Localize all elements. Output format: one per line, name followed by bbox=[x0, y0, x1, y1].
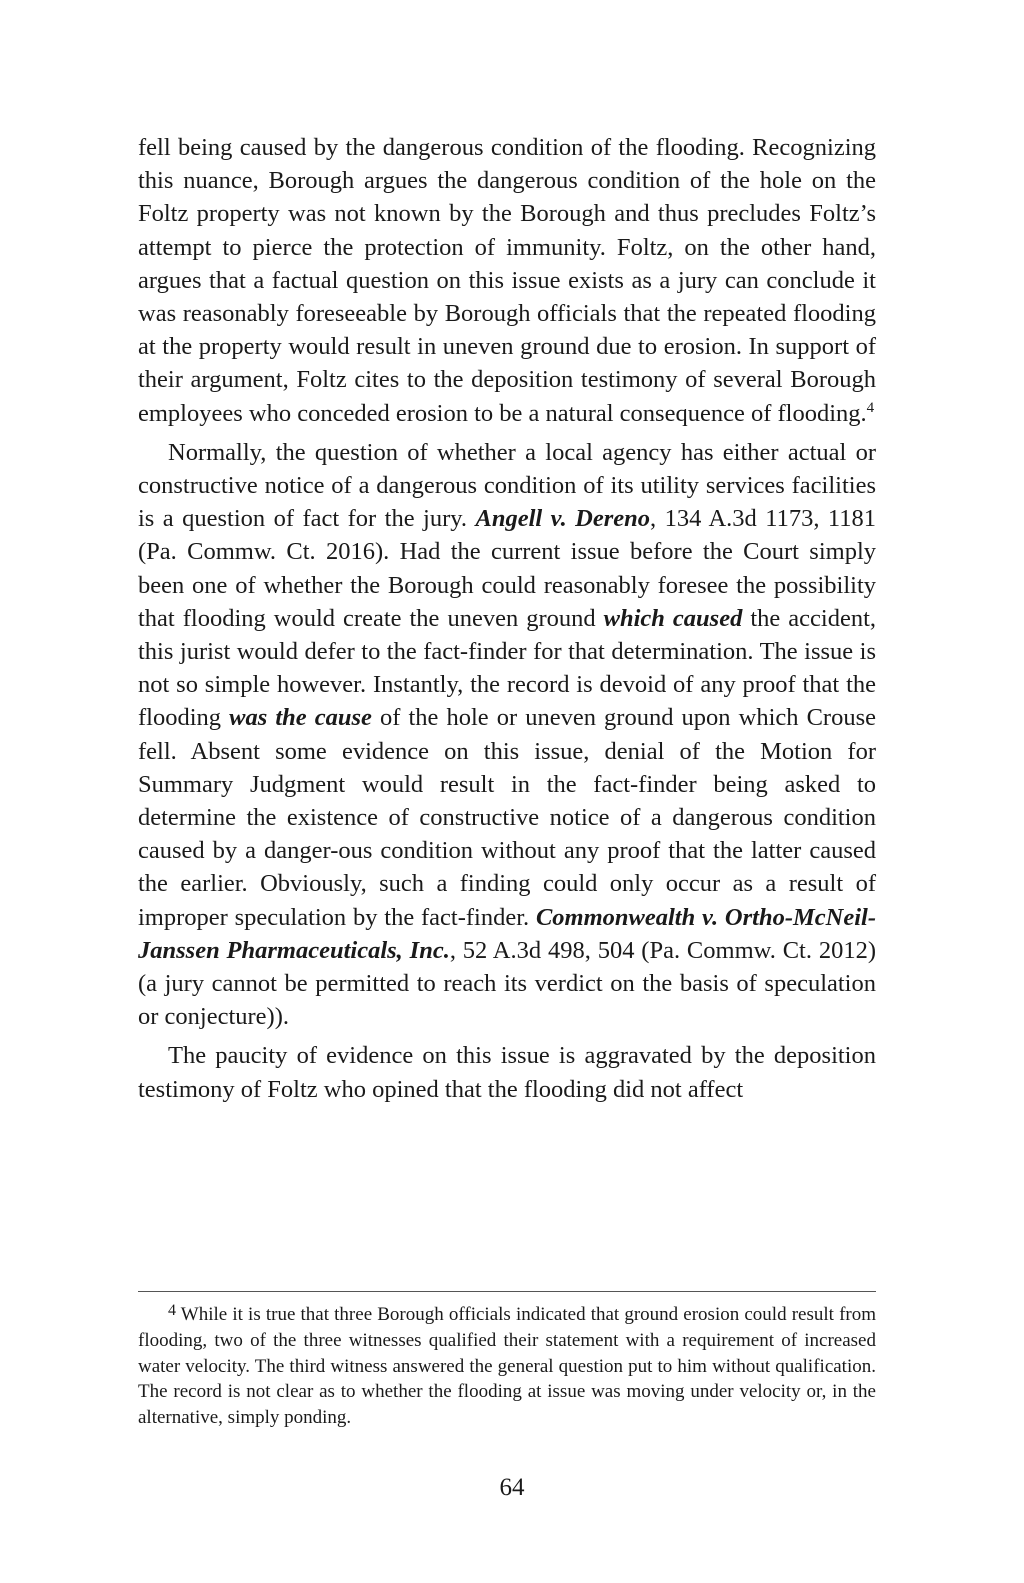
paragraph-2-text-3: the accident, this jurist would defer to the fact-finder for that determination. The issue is not so simple however. Instantly, the record is devoid of any proof that the flooding bbox=[138, 604, 877, 732]
footnote-reference-4[interactable]: 4 bbox=[866, 399, 875, 416]
paragraph-2-text-1: Normally, the question of whether a local agency has either actual or constructive notice of a dangerous condition of its utility services facilities is a question of fact for the jury. bbox=[138, 438, 876, 533]
page-number: 64 bbox=[499, 1474, 525, 1501]
paragraph-continuation bbox=[138, 131, 876, 430]
paragraph-2-text-5: , 52 A.3d 498, 504 (Pa. Commw. Ct. 2012) (a jury cannot be permitted to reach its verdict on the basis of speculation or conjecture)). bbox=[138, 936, 876, 1031]
emphasis-which-caused: which caused bbox=[603, 604, 743, 632]
footnote-number: 4 bbox=[168, 1302, 176, 1319]
paragraph-paucity bbox=[138, 1039, 876, 1105]
paragraph-3-text: The paucity of evidence on this issue is aggravated by the deposition testimony of Foltz who opined that the flooding did not affect bbox=[138, 1042, 876, 1103]
footnote-separator bbox=[138, 1291, 876, 1292]
paragraph-2-text-4: of the hole or uneven ground upon which Crouse fell. Absent some evidence on this issue, denial of the Motion for Summary Judgment would result in the fact-finder being asked to determine the existence of constructive notice of a dangerous condition caused by a danger-ous condition without any proof that the latter caused the earlier. Obviously, such a finding could only occur as a result of improper speculation by the fact-finder. bbox=[138, 704, 876, 931]
page-body bbox=[138, 131, 876, 1106]
case-citation-ortho-mcneil: Commonwealth v. Ortho-McNeil-Janssen Pharmaceuticals, Inc. bbox=[138, 903, 876, 964]
paragraph-1-text: fell being caused by the dangerous condition of the flooding. Recognizing this nuance, Borough argues the dangerous condition of the hole on the Foltz property was not known by the Borough and thus precludes Foltz’s attempt to pierce the protection of immunity. Foltz, on the other hand, argues that a factual question on this issue exists as a jury can conclude it was reasonably foreseeable by Borough officials that the repeated flooding at the property would result in uneven ground due to erosion. In support of their argument, Foltz cites to the deposition testimony of several Borough employees who conceded erosion to be a natural consequence of flooding. bbox=[138, 134, 876, 427]
footnote-4 bbox=[138, 1302, 876, 1431]
emphasis-was-the-cause: was the cause bbox=[229, 704, 372, 732]
case-citation-angell: Angell v. Dereno bbox=[475, 505, 651, 533]
paragraph-2-text-2: , 134 A.3d 1173, 1181 (Pa. Commw. Ct. 2016). Had the current issue before the Court simply been one of whether the Borough could reasonably foresee the possibility that flooding would create the uneven ground bbox=[138, 505, 877, 632]
footnote-text: While it is true that three Borough officials indicated that ground erosion could result from flooding, two of the three witnesses qualified their statement with a requirement of increased water velocity. The third witness answered the general question put to him without qualification. The record is not clear as to whether the flooding at issue was moving under velocity or, in the alternative, simply ponding. bbox=[138, 1304, 876, 1429]
paragraph-notice bbox=[138, 436, 876, 1034]
